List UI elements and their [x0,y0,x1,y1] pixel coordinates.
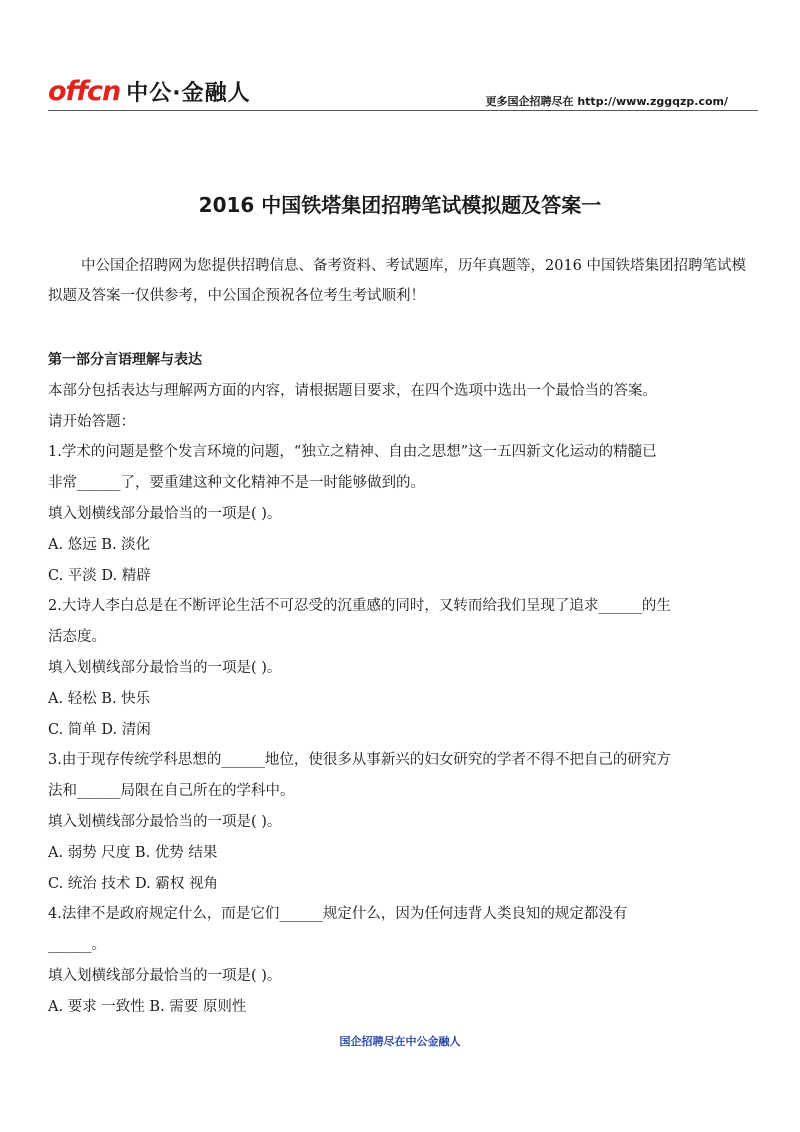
question-2-text: 2.大诗人李白总是在不断评论生活不可忍受的沉重感的同时，又转而给我们呈现了追求______的生 [48,598,671,615]
question-2-options-cd: C. 简单 D. 清闲 [48,721,151,738]
question-4-prompt: 填入划横线部分最恰当的一项是( )。 [48,967,282,984]
question-4-text-cont: ______。 [48,937,106,954]
question-2-options-ab: A. 轻松 B. 快乐 [48,690,151,707]
logo-text: 中公·金融人 [126,80,251,106]
question-1-text: 1.学术的问题是整个发言环境的问题，“独立之精神、自由之思想”这一五四新文化运动的精髓已 [48,444,657,461]
start-prompt: 请开始答题： [48,413,135,430]
page-header [0,0,800,120]
section-heading: 第一部分言语理解与表达 [48,352,202,368]
question-3-options-ab: A. 弱势 尺度 B. 优势 结果 [48,844,218,861]
intro-paragraph: 中公国企招聘网为您提供招聘信息、备考资料、考试题库，历年真题等，2016 中国铁塔集团招聘笔试模拟题及答案一仅供参考，中公国企预祝各位考生考试顺利！ [48,258,747,304]
question-3-prompt: 填入划横线部分最恰当的一项是( )。 [48,813,282,830]
question-1-prompt: 填入划横线部分最恰当的一项是( )。 [48,505,282,522]
logo-mark: offcn [48,75,121,107]
question-3-options-cd: C. 统治 技术 D. 霸权 视角 [48,875,218,892]
question-4-text: 4.法律不是政府规定什么，而是它们______规定什么，因为任何违背人类良知的规定都没有 [48,906,628,923]
question-1-options-ab: A. 悠远 B. 淡化 [48,536,151,553]
question-3-text-cont: 法和______局限在自己所在的学科中。 [48,783,295,800]
document-title: 2016 中国铁塔集团招聘笔试模拟题及答案一 [198,193,602,217]
question-3-text: 3.由于现存传统学科思想的______地位，使很多从事新兴的妇女研究的学者不得不把自己的研究方 [48,752,671,769]
header-divider [48,110,758,111]
question-1-text-cont: 非常______了，要重建这种文化精神不是一时能够做到的。 [48,475,425,492]
section-instructions: 本部分包括表达与理解两方面的内容，请根据题目要求，在四个选项中选出一个最恰当的答案。 [48,382,657,399]
question-4-options-ab: A. 要求 一致性 B. 需要 原则性 [48,998,247,1015]
question-2-prompt: 填入划横线部分最恰当的一项是( )。 [48,659,282,676]
question-body [48,345,758,1023]
offcn-logo [48,74,251,108]
question-2-text-cont: 活态度。 [48,629,106,646]
footer-link[interactable]: 国企招聘尽在中公金融人 [339,1035,461,1048]
header-site-link[interactable]: 更多国企招聘尽在 http://www.zggqzp.com/ [485,95,728,108]
question-1-options-cd: C. 平淡 D. 精辟 [48,567,151,584]
